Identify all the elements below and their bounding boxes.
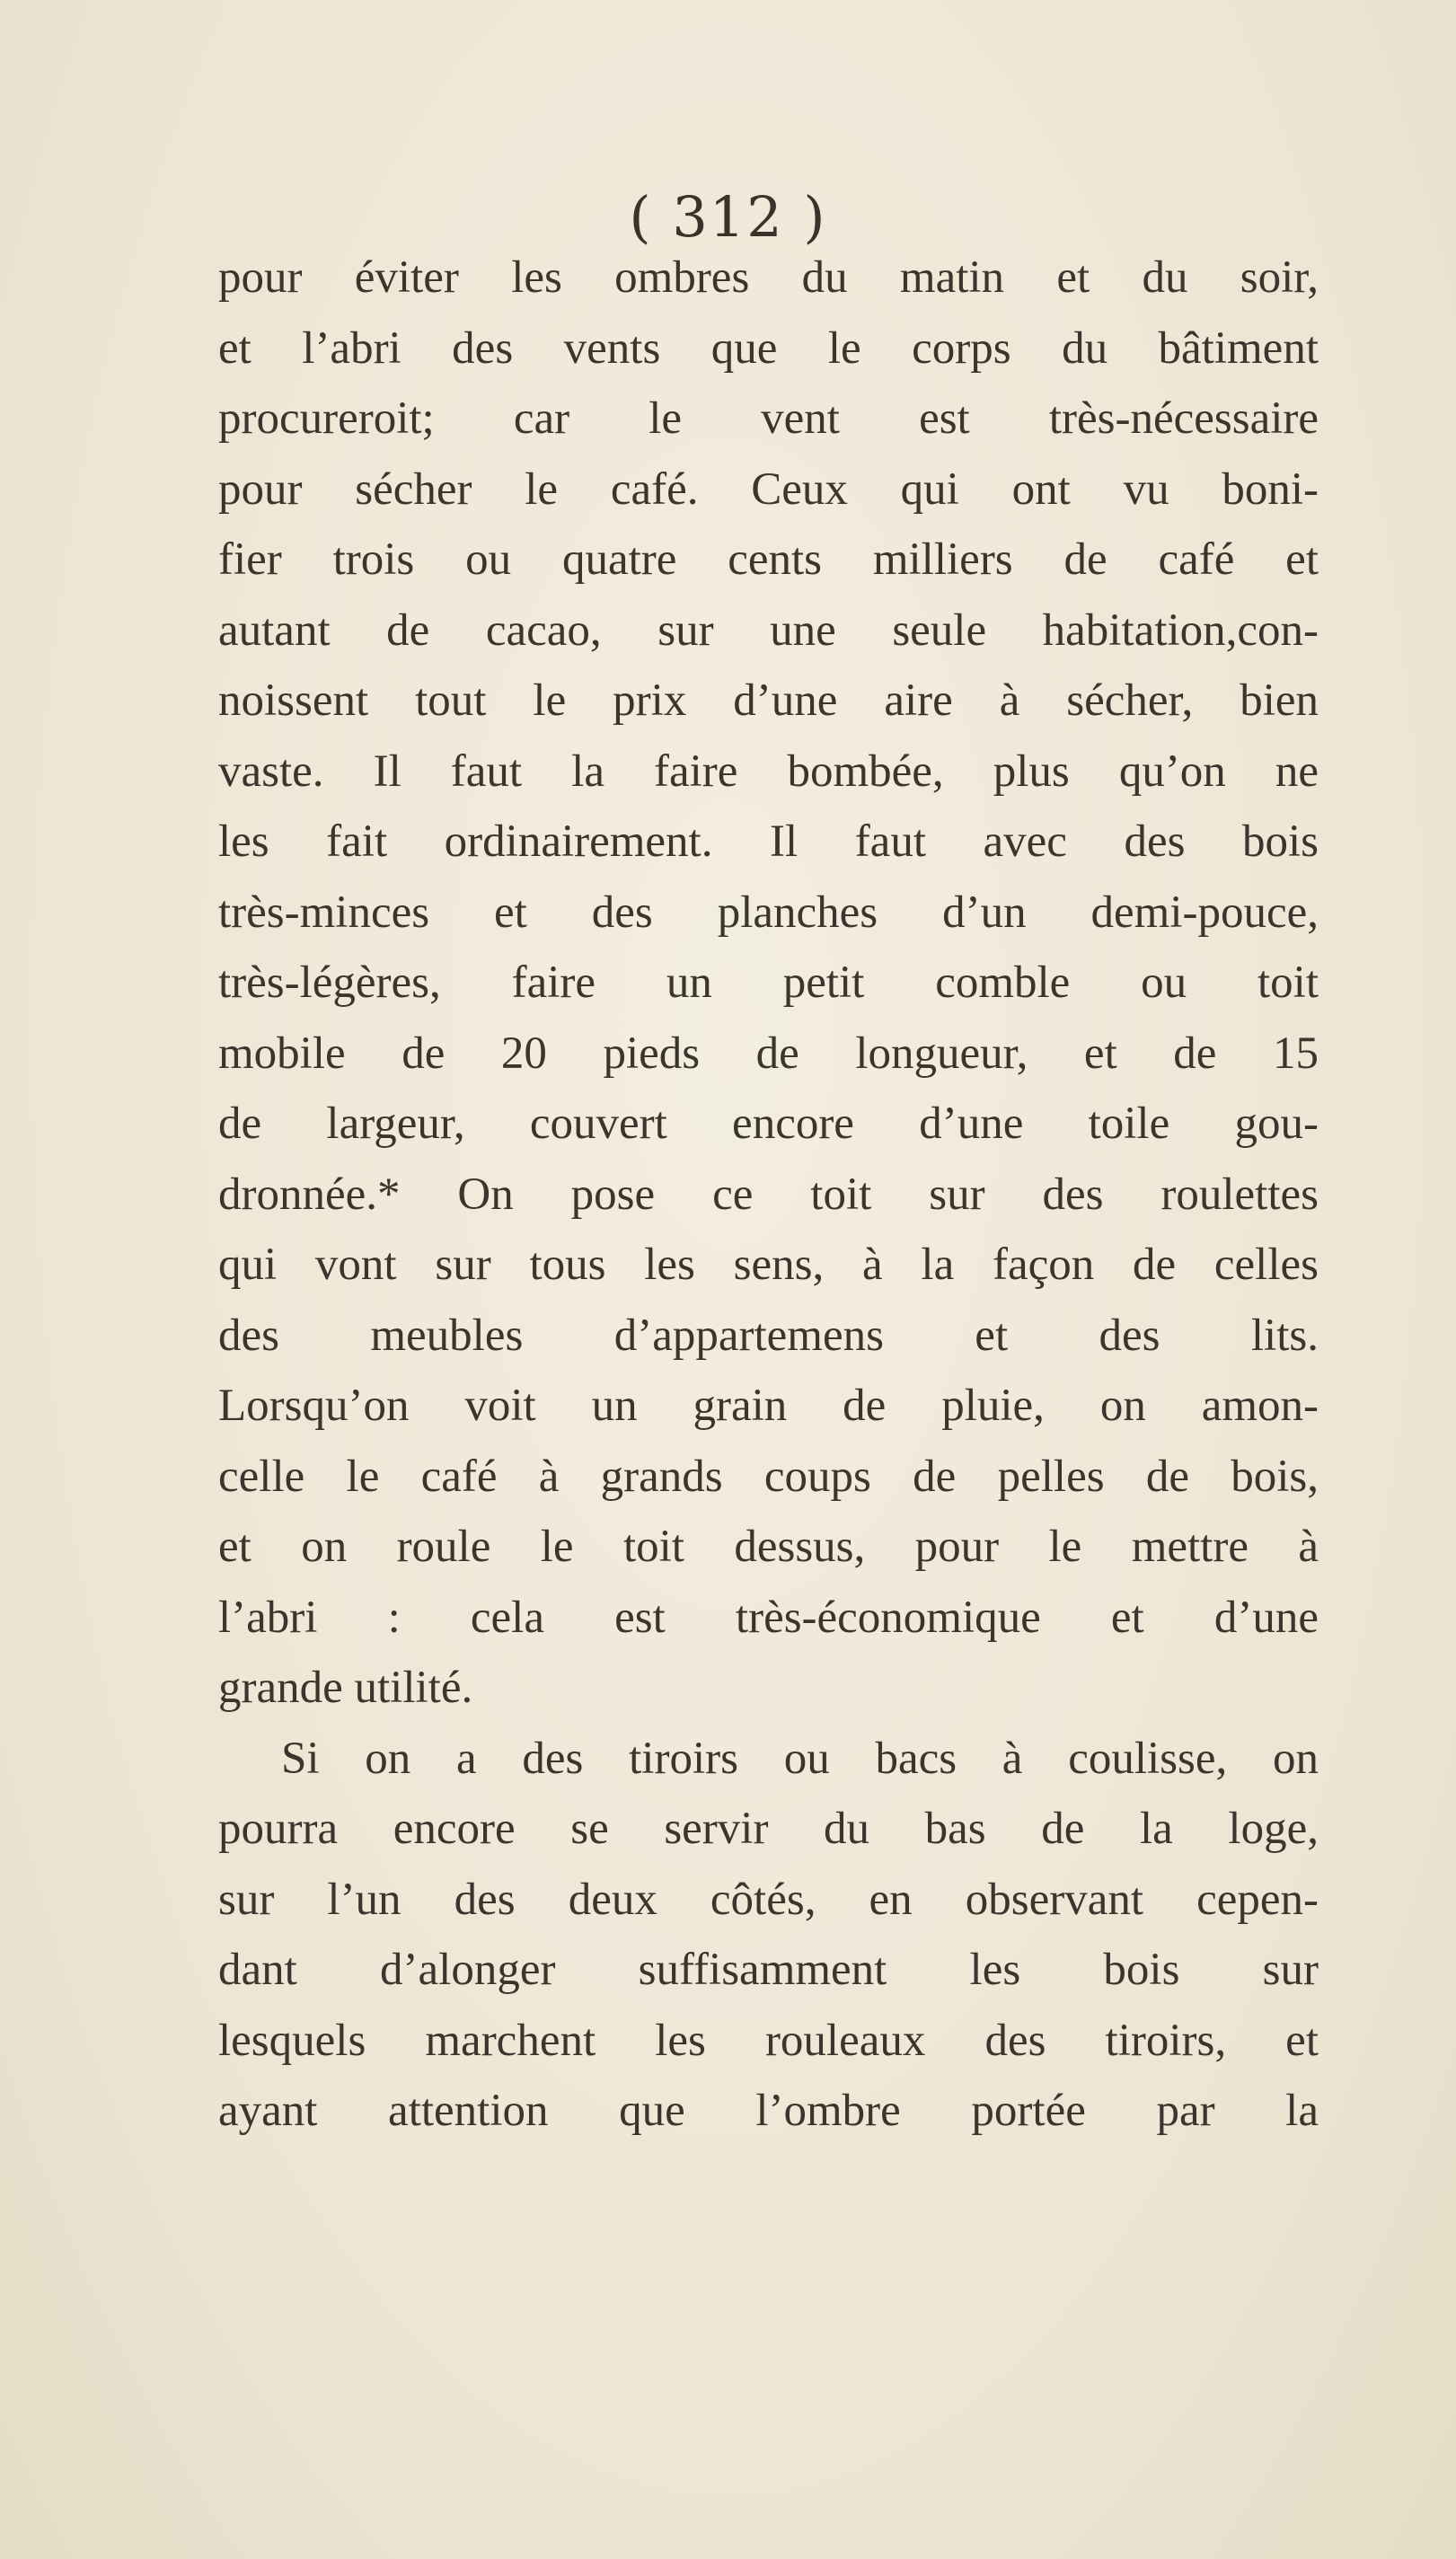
text-line: grande utilité.: [218, 1663, 473, 1713]
text-line: vaste. Il faut la faire bombée, plus qu’on ne: [218, 746, 1319, 797]
text-line: l’abri : cela est très-économique et d’une: [218, 1592, 1319, 1643]
text-line: mobile de 20 pieds de longueur, et de 15: [218, 1028, 1319, 1079]
text-line: noissent tout le prix d’une aire à sécher, bien: [218, 675, 1319, 726]
text-line: qui vont sur tous les sens, à la façon de celles: [218, 1240, 1319, 1290]
paragraph-2: [218, 1724, 1319, 2147]
text-line: sur l’un des deux côtés, en observant cepen-: [218, 1874, 1319, 1925]
text-line: Si on a des tiroirs ou bacs à coulisse, on: [281, 1733, 1319, 1784]
text-line: dant d’alonger suffisamment les bois sur: [218, 1945, 1319, 1995]
text-line: pour éviter les ombres du matin et du soir,: [218, 252, 1319, 303]
text-line: autant de cacao, sur une seule habitation,con-: [218, 604, 1319, 656]
text-line: fier trois ou quatre cents milliers de café et: [218, 534, 1319, 585]
text-line: pourra encore se servir du bas de la loge,: [218, 1804, 1319, 1854]
text-line: ayant attention que l’ombre portée par la: [218, 2086, 1319, 2136]
text-line: de largeur, couvert encore d’une toile gou-: [218, 1099, 1319, 1149]
text-line: lesquels marchent les rouleaux des tiroirs, et: [218, 2015, 1319, 2066]
text-line: Lorsqu’on voit un grain de pluie, on amon-: [218, 1381, 1319, 1431]
text-line: et l’abri des vents que le corps du bâtiment: [218, 322, 1319, 374]
text-line: très-légères, faire un petit comble ou toit: [218, 957, 1319, 1008]
body-text: [218, 243, 1319, 2147]
paragraph-1: [218, 243, 1319, 1724]
text-line: très-minces et des planches d’un demi-pouce,: [218, 887, 1319, 938]
text-line: procureroit; car le vent est très-nécessaire: [218, 393, 1319, 444]
page-number: ( 312 ): [629, 184, 827, 250]
text-line: celle le café à grands coups de pelles de bois,: [218, 1451, 1319, 1502]
text-line: et on roule le toit dessus, pour le mettre à: [218, 1522, 1319, 1572]
text-line: des meubles d’appartemens et des lits.: [218, 1310, 1319, 1361]
text-line: pour sécher le café. Ceux qui ont vu boni-: [218, 463, 1319, 515]
text-line: dronnée.* On pose ce toit sur des roulettes: [218, 1169, 1319, 1220]
text-line: les fait ordinairement. Il faut avec des bois: [218, 816, 1319, 867]
